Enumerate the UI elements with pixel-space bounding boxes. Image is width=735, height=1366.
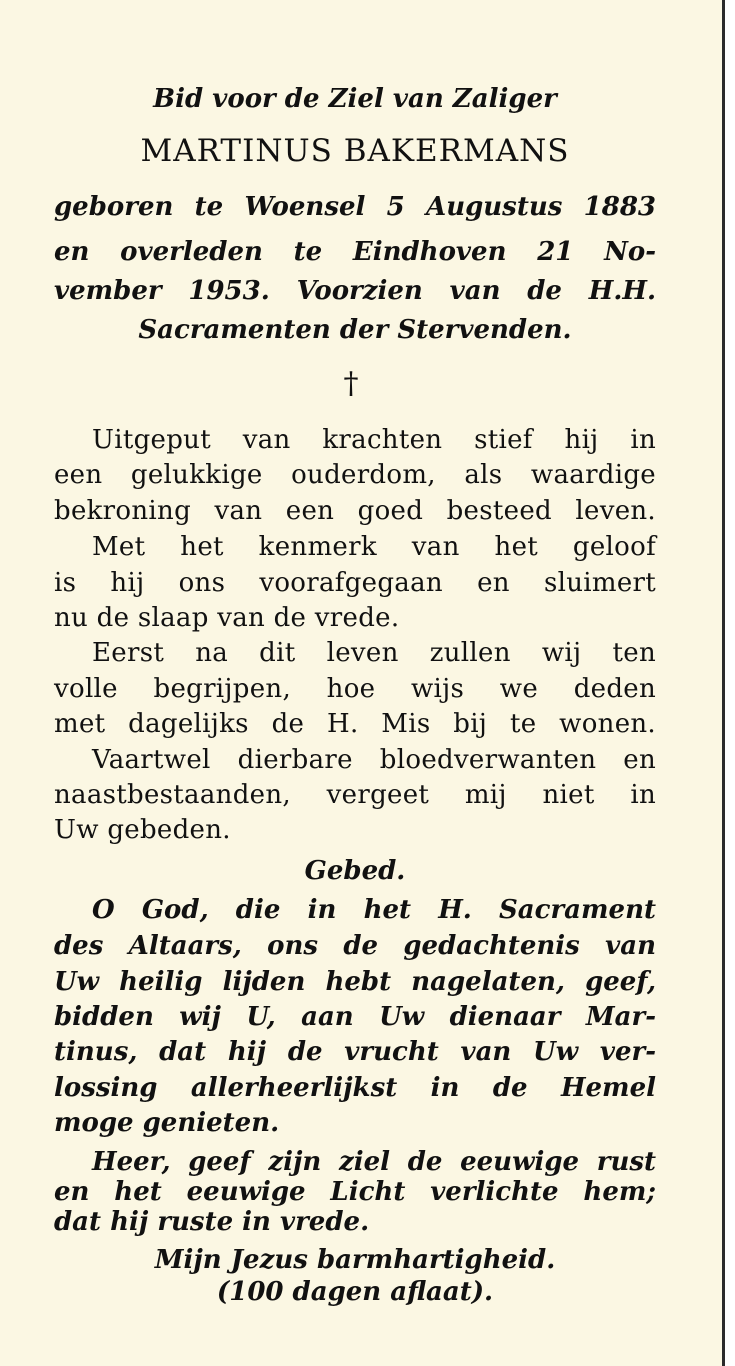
body-line-9: met dagelijks de H. Mis bij te wonen. (54, 709, 656, 739)
invocation-line: Bid voor de Ziel van Zaliger (153, 84, 557, 114)
prayer-line-7: moge genieten. (54, 1108, 280, 1138)
bio-line-4: Sacramenten der Stervenden. (138, 315, 572, 345)
body-line-12: Uw gebeden. (54, 815, 231, 845)
body-line-6: nu de slaap van de vrede. (54, 603, 400, 633)
prayer-line-2: des Altaars, ons de gedachtenis van (54, 931, 656, 961)
body-line-5: is hij ons voorafgegaan en sluimert (54, 568, 656, 598)
body-line-10: Vaartwel dierbare bloedverwanten en (92, 745, 656, 775)
body-line-8: volle begrijpen, hoe wijs we deden (54, 674, 656, 704)
indulgence-line: (100 dagen aflaat). (216, 1277, 494, 1307)
prayer-line-3: Uw heilig lijden hebt nagelaten, geef, (54, 967, 656, 997)
body-line-2: een gelukkige ouderdom, als waardige (54, 460, 656, 490)
body-line-11: naastbestaanden, vergeet mij niet in (54, 780, 656, 810)
bio-line-2: en overleden te Eindhoven 21 No- (54, 237, 656, 267)
cross-icon: † (343, 366, 359, 401)
body-line-1: Uitgeput van krachten stief hij in (92, 425, 656, 455)
bio-line-1: geboren te Woensel 5 Augustus 1883 (54, 192, 656, 222)
body-line-4: Met het kenmerk van het geloof (92, 532, 656, 562)
closing-line-2: en het eeuwige Licht verlichte hem; (54, 1177, 656, 1207)
bio-line-3: vember 1953. Voorzien van de H.H. (54, 276, 656, 306)
prayer-line-6: lossing allerheerlijkst in de Hemel (54, 1073, 656, 1103)
closing-line-1: Heer, geef zijn ziel de eeuwige rust (92, 1147, 656, 1177)
prayer-line-4: bidden wij U, aan Uw dienaar Mar- (54, 1002, 656, 1032)
prayer-line-1: O God, die in het H. Sacrament (92, 895, 656, 925)
closing-line-3: dat hij ruste in vrede. (54, 1207, 370, 1237)
prayer-title: Gebed. (304, 856, 406, 886)
prayer-line-5: tinus, dat hij de vrucht van Uw ver- (54, 1037, 656, 1067)
ejaculation-line: Mijn Jezus barmhartigheid. (154, 1245, 556, 1275)
body-line-3: bekroning van een goed besteed leven. (54, 496, 656, 526)
deceased-name: MARTINUS BAKERMANS (140, 133, 570, 169)
body-line-7: Eerst na dit leven zullen wij ten (92, 638, 656, 668)
